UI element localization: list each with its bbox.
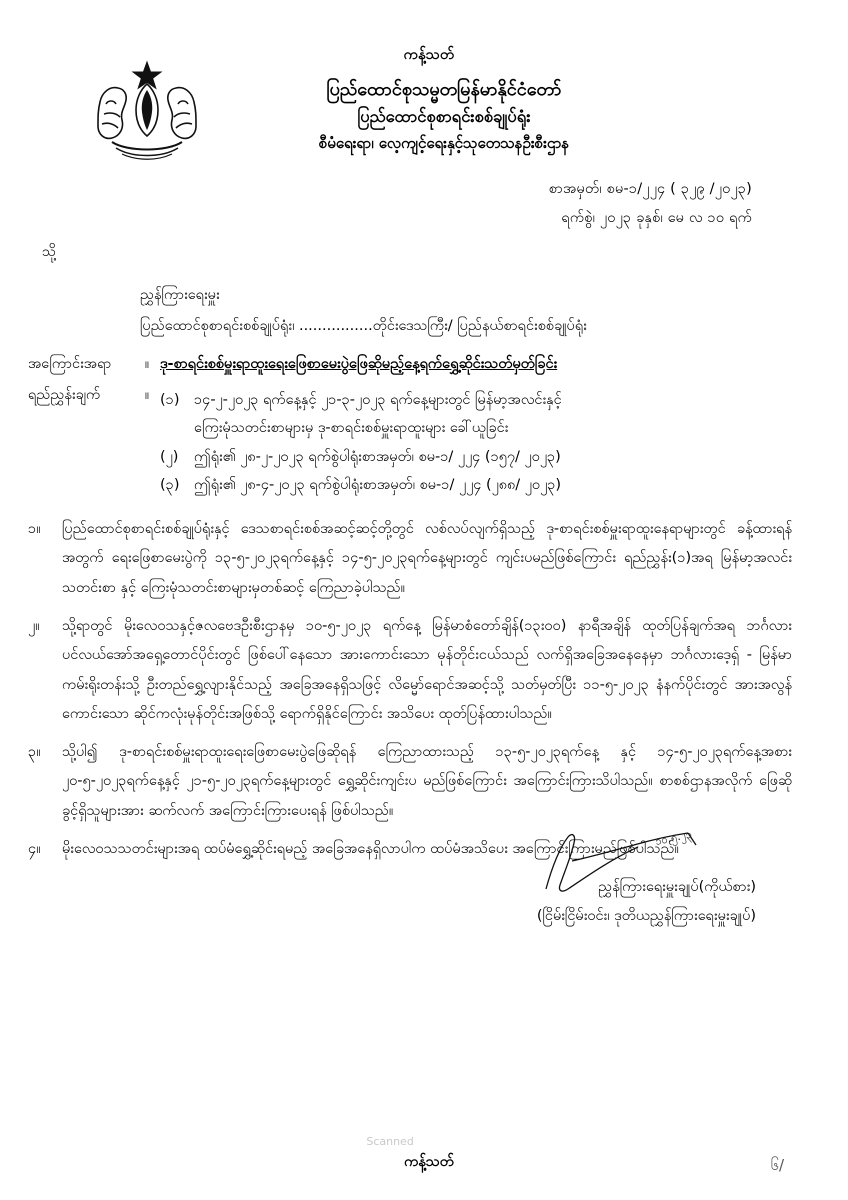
- paragraph-number: ၄။: [28, 840, 41, 857]
- paragraph-text: သို့ပါ၍ ဒု-စာရင်းစစ်မှူးရာထူးရေးဖြေစာမေးပွဲဖြေဆိုရန် ကြေညာထားသည့် ၁၃-၅-၂၀၂၃ရက်နေ့ နှင့် ၁၄-၅-၂၀၂၃ရက်နေ့အစား ၂၀-၅-၂၀၂၃ရက်နေ့နှင့် ၂၁-၅-၂၀၂၃ရက်နေ့များတွင် ရွှေ့ဆိုင်းကျင်းပ မည်ဖြစ်ကြောင်း အကြောင်းကြားသိပါသည်။ စာစစ်ဌာနအလိုက် ဖြေဆိုခွင့်ရှိသူများအား ဆက်လက် အကြောင်းကြားပေးရန် ဖြစ်ပါသည်။: [62, 744, 792, 819]
- addressee-office: ပြည်ထောင်စုစာရင်းစစ်ချုပ်ရုံး၊ ................တိုင်းဒေသကြီး/ ပြည်နယ်စာရင်းစစ်ချုပ်ရုံး: [140, 317, 587, 334]
- scan-watermark: Scanned: [366, 1135, 414, 1148]
- list-item: [160, 471, 848, 499]
- signer-title: ညွှန်ကြားရေးမှူးချုပ်(ကိုယ်စား): [598, 879, 756, 896]
- reference-text: ဤရုံး၏ ၂၈-၂-၂၀၂၃ ရက်စွဲပါရုံးစာအမှတ်၊ စမ-၁/ ၂၂၄ (၁၅၇/ ၂၀၂၃): [194, 448, 561, 465]
- office-name: ပြည်ထောင်စုစာရင်းစစ်ချုပ်ရုံး: [357, 107, 531, 127]
- document-footer: [0, 1153, 848, 1174]
- reference-text-wrap: [194, 386, 848, 443]
- paragraph-text: မိုးလေဝသသတင်းများအရ ထပ်မံရွှေ့ဆိုင်းရမည့် အခြေအနေရှိလာပါက ထပ်မံအသိပေး အကြောင်းကြားမည်ဖြစ်ပါသည်။: [62, 840, 679, 857]
- reference-text-wrap: [194, 443, 848, 471]
- reference-number: (၁): [160, 392, 180, 409]
- page-mark: ၆/: [770, 1156, 784, 1174]
- country-name: ပြည်ထောင်စုသမ္မတမြန်မာနိုင်ငံတော်: [326, 79, 562, 100]
- letter-number: စာအမှတ်၊ စမ-၁/၂၂၄ ( ၃၂၉ /၂၀၂၃): [548, 181, 752, 198]
- reference-number: (၂): [160, 448, 179, 465]
- paragraph-number: ၃။: [28, 744, 41, 761]
- addressee-block: [140, 280, 848, 341]
- paragraph: [28, 612, 792, 729]
- department-name: စီမံရေးရာ၊ လေ့ကျင့်ရေးနှင့်သုတေသနဦးစီးဌာန: [318, 133, 570, 152]
- paragraph: [28, 738, 792, 826]
- handwritten-signature-icon: [538, 827, 728, 897]
- paragraph-text: သို့ရာတွင် မိုးလေဝသနှင့်ဇလဗေဒဦးစီးဌာနမှ ၁၀-၅-၂၀၂၃ ရက်နေ့ မြန်မာစံတော်ချိန်(၁၃း၀၀) နာရီအချိန် ထုတ်ပြန်ချက်အရ ဘင်္ဂလားပင်လယ်အော်အရှေ့တောင်ပိုင်းတွင် ဖြစ်ပေါ်နေသော အားကောင်းသော မုန်တိုင်းငယ်သည် လက်ရှိအခြေအနေနေမှာ ဘင်္ဂလားဒေ့ရှ် - မြန်မာကမ်းရိုးတန်းသို့ ဦးတည်ရွှေ့လျားနိုင်သည့် အခြေအနေရှိသဖြင့် လိမ္မော်ရောင်အဆင့်သို့ သတ်မှတ်ပြီး ၁၁-၅-၂၀၂၃ နံနက်ပိုင်းတွင် အားအလွန်ကောင်းသော ဆိုင်ကလုံးမုန်တိုင်းအဖြစ်သို့ ရောက်ရှိနိုင်ကြောင်း အသိပေး ထုတ်ပြန်ထားပါသည်။: [62, 617, 792, 722]
- addressee-title: ညွှန်ကြားရေးမှူး: [140, 287, 220, 304]
- to-label: သို့: [42, 244, 57, 261]
- classification-top: ကန့်သတ်: [403, 47, 455, 63]
- reference-text: ဤရုံး၏ ၂၈-၄-၂၀၂၃ ရက်စွဲပါရုံးစာအမှတ်၊ စမ-၁/ ၂၂၄ (၂၈၈/ ၂၀၂၃): [194, 476, 562, 493]
- references-separator: ။: [144, 387, 150, 404]
- list-item: [160, 443, 848, 471]
- document-body: [28, 515, 792, 864]
- reference-block: [0, 175, 848, 233]
- svg-text:၁၀.၅.၂၃: ၁၀.၅.၂၃: [653, 827, 693, 849]
- paragraph-number: ၂။: [28, 617, 40, 634]
- references-row: [28, 386, 848, 499]
- list-item: [160, 386, 848, 443]
- subject-label: အကြောင်းအရာ: [28, 356, 112, 373]
- subject-separator: ။: [144, 356, 150, 373]
- paragraph: [28, 515, 792, 603]
- reference-text: ၁၄-၂-၂၀၂၃ ရက်နေ့နှင့် ၂၁-၃-၂၀၂၃ ရက်နေ့များတွင် မြန်မာ့အလင်းနှင့်: [194, 392, 562, 409]
- letter-date: ရက်စွဲ၊ ၂၀၂၃ ခုနှစ်၊ မေ လ ၁၀ ရက်: [561, 210, 752, 227]
- subject-row: [28, 355, 848, 376]
- reference-text-wrap: [194, 471, 848, 499]
- references-label: ရည်ညွှန်းချက်: [28, 387, 101, 404]
- document-header: [0, 0, 848, 155]
- reference-number: (၃): [160, 476, 180, 493]
- signer-name: (ငြိမ်းငြိမ်းဝင်း၊ ဒုတိယညွှန်ကြားရေးမှူးချုပ်): [536, 908, 756, 925]
- paragraph-number: ၁။: [28, 521, 41, 538]
- subject-text: ဒု-စာရင်းစစ်မှူးရာထူးရေးဖြေစာမေးပွဲဖြေဆိုမည့်နေ့ရက်ရွှေ့ဆိုင်းသတ်မှတ်ခြင်း: [160, 356, 558, 373]
- references-list: [160, 386, 848, 499]
- reference-text-cont: ကြေးမုံသတင်းစာများမှ ဒု-စာရင်းစစ်မှူးရာထူးများ ခေါ်ယူခြင်း: [194, 420, 509, 437]
- classification-bottom: ကန့်သတ်: [404, 1154, 454, 1170]
- myanmar-state-seal-icon: [92, 60, 202, 165]
- paragraph-text: ပြည်ထောင်စုစာရင်းစစ်ချုပ်ရုံးနှင့် ဒေသစာရင်းစစ်အဆင့်ဆင့်တို့တွင် လစ်လပ်လျက်ရှိသည့် ဒု-စာရင်းစစ်မှူးရာထူးနေရာများတွင် ခန့်ထားရန်အတွက် ရေးဖြေစာမေးပွဲကို ၁၃-၅-၂၀၂၃ရက်နေ့နှင့် ၁၄-၅-၂၀၂၃ရက်နေ့များတွင် ကျင်းပမည်ဖြစ်ကြောင်း ရည်ညွှန်း(၁)အရ မြန်မာ့အလင်းသတင်းစာ နှင့် ကြေးမုံသတင်းစာများမှတစ်ဆင့် ကြေညာခဲ့ပါသည်။: [62, 521, 792, 596]
